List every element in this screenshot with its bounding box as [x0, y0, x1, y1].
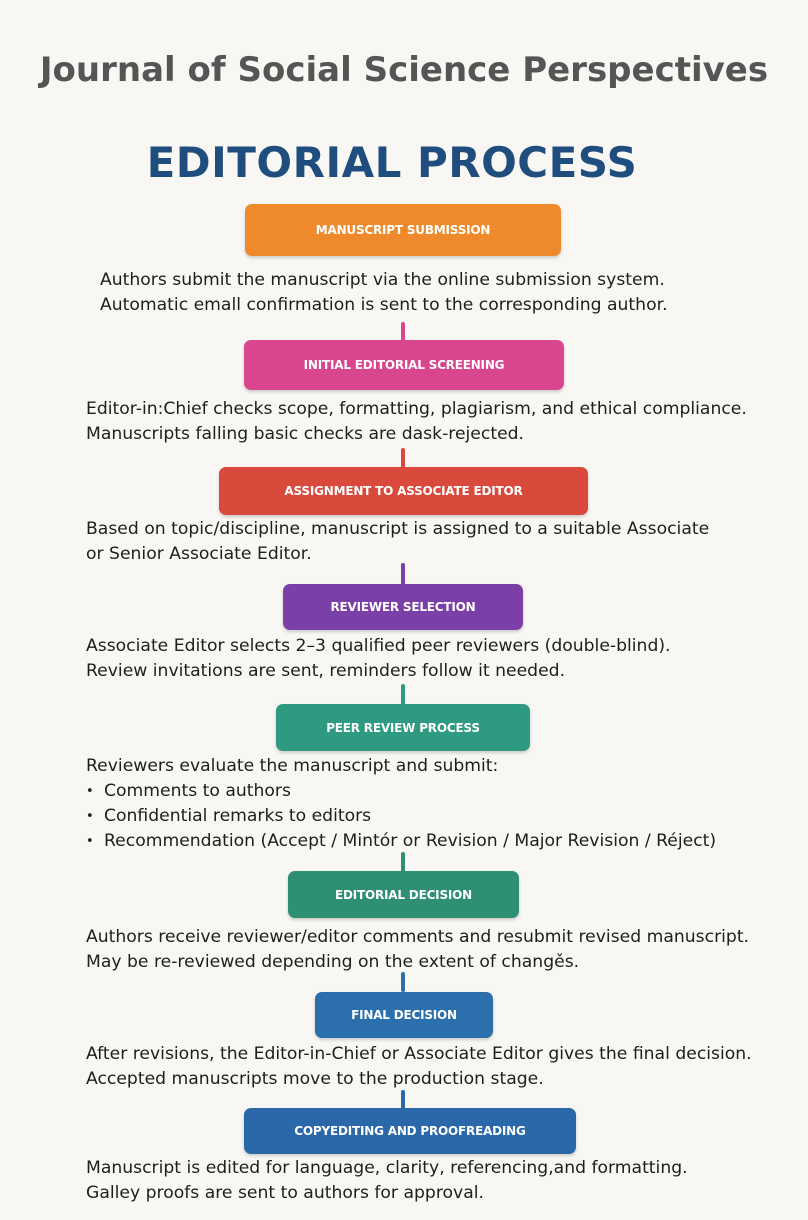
step-description: [86, 397, 747, 447]
journal-title: Journal of Social Science Perspectives: [39, 50, 769, 90]
connector-line: [401, 1090, 405, 1110]
description-line: or Senior Associate Editor.: [86, 544, 312, 564]
description-line: After revisions, the Editor-in-Chief or Associate Editor gives the final decision.: [86, 1044, 752, 1064]
description-line: Based on topic/discipline, manuscript is assigned to a suitable Associate: [86, 519, 710, 539]
bullet-item: • Confidential remarks to editors: [86, 804, 716, 829]
description-line: Manuscript is edited for language, clarity, referencing,and formatting.: [86, 1158, 688, 1178]
description-line: Editor-in:Chief checks scope, formatting, plagiarism, and ethical compliance.: [86, 399, 747, 419]
step-box-final-decision: FINAL DECISION: [315, 992, 493, 1038]
description-line: Associate Editor selects 2–3 qualified peer reviewers (double-blind).: [86, 636, 671, 656]
diagram-title: EDITORIAL PROCESS: [146, 138, 638, 187]
step-box-copyediting-and-proofreading: COPYEDITING AND PROOFREADING: [244, 1108, 576, 1154]
step-description: [100, 268, 668, 318]
step-description: [86, 634, 671, 684]
description-line: Galley proofs are sent to authors for approval.: [86, 1183, 484, 1203]
description-line: Review invitations are sent, reminders follow it needed.: [86, 661, 566, 681]
step-description: [86, 1156, 688, 1206]
description-line: Accepted manuscripts move to the production stage.: [86, 1069, 544, 1089]
step-box-reviewer-selection: REVIEWER SELECTION: [283, 584, 523, 630]
step-description: [86, 1042, 752, 1092]
recommendation-bullet-list: [86, 779, 716, 854]
step-box-assignment-to-associate-editor: ASSIGNMENT TO ASSOCIATE EDITOR: [219, 467, 588, 515]
description-line: Manuscripts falling basic checks are dask-rejected.: [86, 424, 525, 444]
description-line: Reviewers evaluate the manuscript and submit:: [86, 756, 499, 776]
description-line: May be re-reviewed depending on the extent of changěs.: [86, 952, 580, 972]
connector-line: [401, 972, 405, 992]
step-description: [86, 754, 716, 854]
bullet-item: • Comments to authors: [86, 779, 716, 804]
description-line: Automatic emall confirmation is sent to the corresponding author.: [100, 295, 668, 315]
step-box-peer-review-process: PEER REVIEW PROCESS: [276, 704, 530, 751]
bullet-item: • Recommendation (Accept / Mintór or Revision / Major Revision / Réject): [86, 829, 716, 854]
step-box-editorial-decision: EDITORIAL DECISION: [288, 871, 519, 918]
description-line: Authors receive reviewer/editor comments and resubmit revised manuscript.: [86, 927, 750, 947]
step-description: [86, 925, 749, 975]
step-description: [86, 517, 709, 567]
step-box-manuscript-submission: MANUSCRIPT SUBMISSION: [245, 204, 561, 256]
step-box-initial-editorial-screening: INITIAL EDITORIAL SCREENING: [244, 340, 564, 390]
description-line: Authors submit the manuscript via the online submission system.: [100, 270, 665, 290]
